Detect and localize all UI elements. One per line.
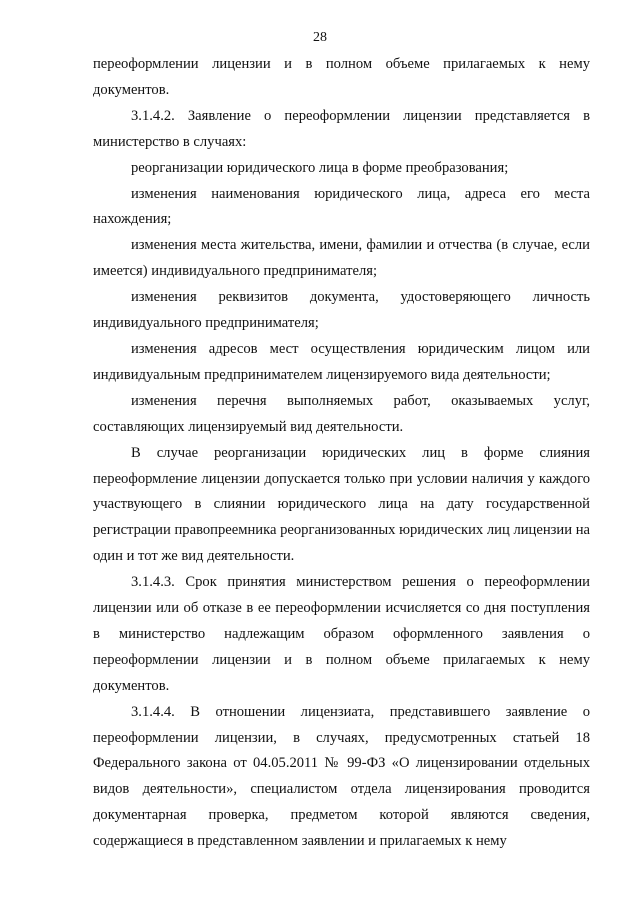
document-body bbox=[93, 52, 590, 855]
list-item-address-change: изменения адресов мест осуществления юридическим лицом или индивидуальным предпринимателем лицензируемого вида деятельности; bbox=[93, 340, 590, 383]
list-item-reorganization: реорганизации юридического лица в форме преобразования; bbox=[131, 159, 509, 176]
paragraph-3-1-4-2: 3.1.4.2. Заявление о переоформлении лицензии представляется в министерство в случаях: bbox=[93, 107, 590, 150]
paragraph-3-1-4-4: 3.1.4.4. В отношении лицензиата, представившего заявление о переоформлении лицензии, в случаях, предусмотренных статьей 18 Федерального закона от 04.05.2011 № 99-ФЗ «О лицензировании отдельных видов деятельности», специалистом отдела лицензирования проводится документарная проверка, предметом которой являются сведения, содержащиеся в представленном заявлении и прилагаемых к нему bbox=[93, 703, 590, 850]
paragraph-3-1-4-3: 3.1.4.3. Срок принятия министерством решения о переоформлении лицензии или об отказе в ее переоформлении исчисляется со дня поступления в министерство надлежащим образом оформленного заявления о переоформлении лицензии и в полном объеме прилагаемых к нему документов. bbox=[93, 574, 590, 694]
page-number: 28 bbox=[313, 30, 327, 45]
list-item-residence-change: изменения места жительства, имени, фамилии и отчества (в случае, если имеется) индивидуального предпринимателя; bbox=[93, 237, 590, 280]
list-item-works-list: изменения перечня выполняемых работ, оказываемых услуг, составляющих лицензируемый вид деятельности. bbox=[93, 392, 590, 435]
list-item-name-change: изменения наименования юридического лица, адреса его места нахождения; bbox=[93, 185, 590, 228]
paragraph-merger: В случае реорганизации юридических лиц в форме слияния переоформление лицензии допускается только при условии наличия у каждого участвующего в слиянии юридического лица на дату государственной регистрации правопреемника реорганизованных юридических лиц лицензии на один и тот же вид деятельности. bbox=[93, 444, 590, 565]
list-item-document-details: изменения реквизитов документа, удостоверяющего личность индивидуального предпринимателя; bbox=[93, 289, 590, 332]
paragraph-continuation: переоформлении лицензии и в полном объеме прилагаемых к нему документов. bbox=[93, 56, 590, 98]
